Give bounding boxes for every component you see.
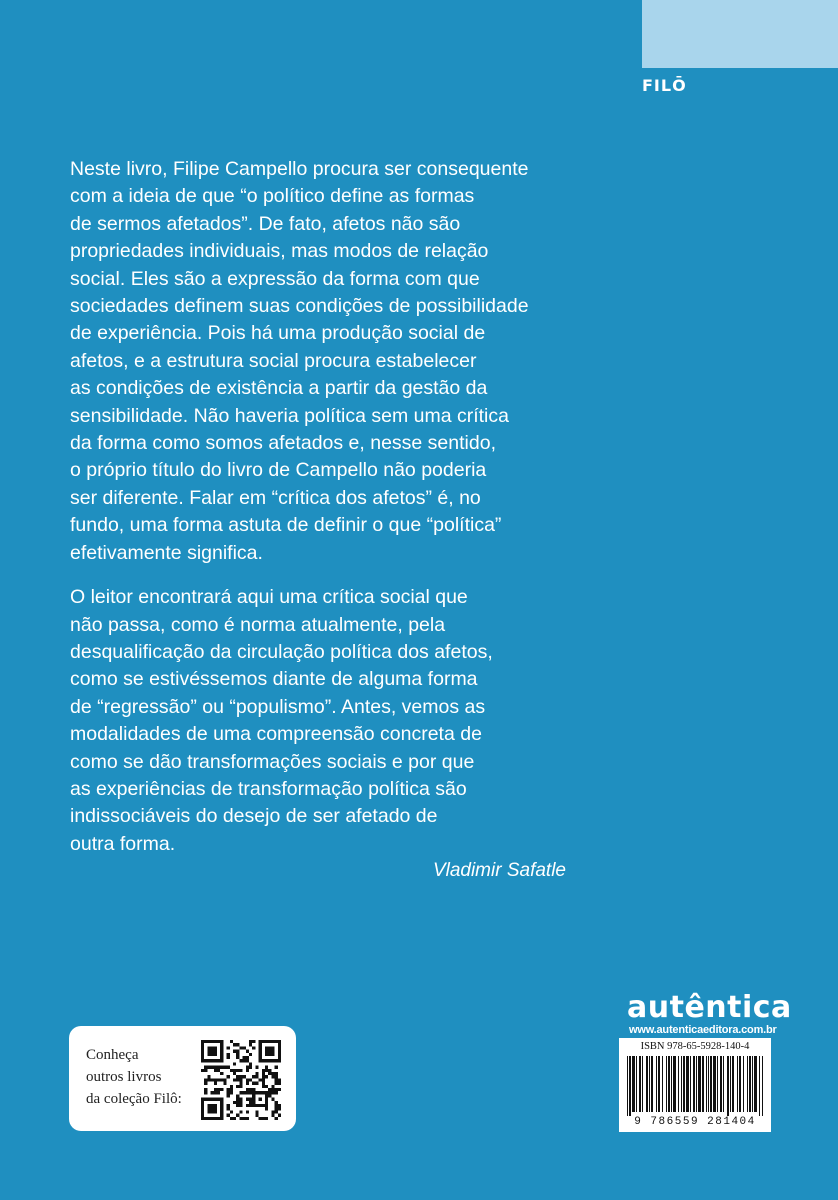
blurb-author: Vladimir Safatle (432, 860, 566, 881)
qr-card (69, 1026, 296, 1131)
blurb-line: não passa, como é norma atualmente, pela (70, 613, 446, 636)
qr-card-text (86, 1044, 196, 1110)
blurb-line: de “regressão” ou “populismo”. Antes, vemos as (70, 695, 486, 718)
barcode-icon (627, 1056, 763, 1116)
blurb-line: sensibilidade. Não haveria política sem uma crítica (70, 404, 509, 427)
qr-code-icon[interactable] (201, 1040, 281, 1120)
publisher-url: www.autenticaeditora.com.br (629, 1024, 777, 1036)
blurb-line: o próprio título do livro de Campello não poderia (70, 459, 487, 482)
blurb-line: modalidades de uma compreensão concreta de (70, 723, 482, 746)
blurb-line: da forma como somos afetados e, nesse sentido, (70, 432, 496, 455)
barcode-digits: 9 786559 281404 (634, 1116, 756, 1128)
qr-card-line: outros livros (86, 1069, 162, 1085)
blurb-line: desqualificação da circulação política dos afetos, (70, 640, 493, 663)
blurb-line: como se estivéssemos diante de alguma forma (70, 668, 478, 691)
back-cover-blurb (70, 156, 595, 875)
blurb-line: como se dão transformações sociais e por que (70, 750, 475, 773)
blurb-line: as experiências de transformação política são (70, 777, 467, 800)
isbn-number: ISBN 978-65-5928-140-4 (640, 1041, 750, 1052)
blurb-line: outra forma. (70, 832, 176, 855)
blurb-line: afetos, e a estrutura social procura estabelecer (70, 349, 477, 372)
blurb-line: de experiência. Pois há uma produção social de (70, 322, 486, 345)
blurb-line: O leitor encontrará aqui uma crítica social que (70, 586, 468, 609)
blurb-line: sociedades definem suas condições de possibilidade (70, 295, 529, 318)
blurb-line: as condições de existência a partir da gestão da (70, 377, 488, 400)
blurb-line: ser diferente. Falar em “crítica dos afetos” é, no (70, 486, 481, 509)
blurb-line: propriedades individuais, mas modos de relação (70, 240, 489, 263)
series-label: FILŌ (642, 76, 687, 95)
blurb-paragraph-1 (70, 156, 595, 567)
corner-color-block (642, 0, 838, 68)
blurb-line: indissociáveis do desejo de ser afetado de (70, 805, 438, 828)
blurb-line: Neste livro, Filipe Campello procura ser consequente (70, 158, 529, 180)
isbn-barcode (619, 1038, 771, 1132)
blurb-line: efetivamente significa. (70, 541, 263, 564)
blurb-paragraph-2 (70, 584, 595, 858)
qr-card-line: Conheça (86, 1047, 139, 1063)
blurb-line: com a ideia de que “o político define as formas (70, 185, 475, 208)
blurb-line: fundo, uma forma astuta de definir o que “política” (70, 514, 502, 537)
publisher-logo: autêntica (627, 990, 792, 1025)
blurb-line: de sermos afetados”. De fato, afetos não são (70, 212, 461, 235)
blurb-line: social. Eles são a expressão da forma com que (70, 267, 480, 290)
qr-card-line: da coleção Filô: (86, 1091, 182, 1107)
